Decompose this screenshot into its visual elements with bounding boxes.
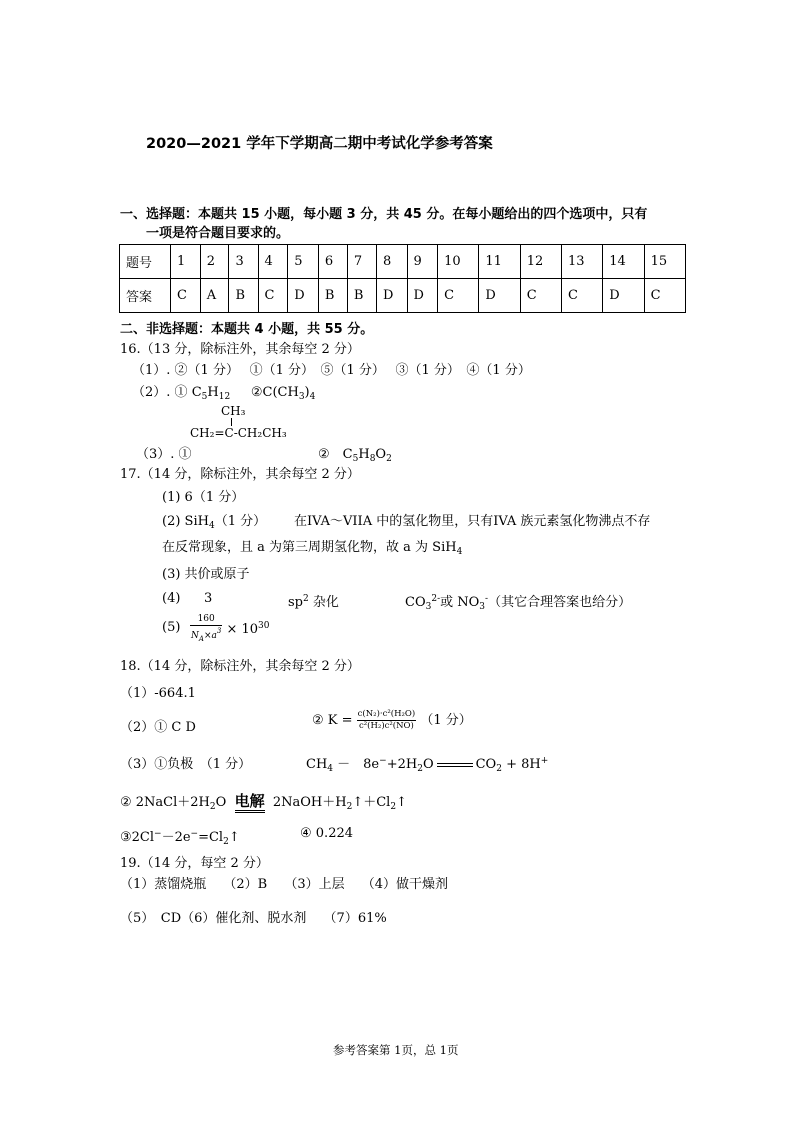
q18-part5-a xyxy=(120,826,240,847)
formula-sub: 2 xyxy=(417,764,423,774)
q18-part3-equation xyxy=(306,753,548,774)
formula-text: =Cl xyxy=(198,830,224,845)
formula-text: ② C xyxy=(318,447,353,462)
formula-sup: − xyxy=(190,829,199,839)
table-cell-number: 12 xyxy=(520,245,561,279)
q19-heading: 19.（14 分，每空 2 分） xyxy=(120,856,269,871)
table-cell-number: 1 xyxy=(171,245,201,279)
q18-part4-equation xyxy=(120,790,407,812)
table-cell-answer: C xyxy=(258,279,288,313)
table-cell-answer: D xyxy=(288,279,319,313)
formula-text: 在反常现象，且 a 为第三周期氢化物，故 a 为 SiH xyxy=(162,540,457,555)
formula-sub: 4 xyxy=(327,764,334,774)
formula-text: ×a xyxy=(203,631,217,641)
table-cell-number: 15 xyxy=(644,245,685,279)
q17-part1: (1) 6（1 分） xyxy=(162,490,245,505)
q17-part2-a xyxy=(162,510,266,531)
formula-sub: 8 xyxy=(369,454,376,464)
fraction xyxy=(190,614,222,645)
formula-sup: + xyxy=(540,756,549,766)
table-cell-answer: D xyxy=(376,279,407,313)
formula-sub: 5 xyxy=(352,454,359,464)
formula-text: ↑ xyxy=(228,830,240,845)
section1-line1: 一、选择题：本题共 15 小题，每小题 3 分，共 45 分。在每小题给出的四个选项中，只有 xyxy=(120,207,648,222)
section2-heading: 二、非选择题：本题共 4 小题，共 55 分。 xyxy=(120,322,374,337)
formula-text: +2H xyxy=(386,757,418,772)
formula-text: 杂化 xyxy=(308,595,339,610)
formula-text: sp xyxy=(288,595,303,610)
formula-text: (2) SiH xyxy=(162,514,209,529)
formula-sup: 2 xyxy=(303,594,309,604)
formula-text: ②C(CH xyxy=(250,385,299,400)
table-answer-label: 答案 xyxy=(120,279,171,313)
structure-methyl-label: CH₃ xyxy=(221,404,246,418)
table-cell-number: 9 xyxy=(407,245,438,279)
fraction-denominator: c²(H₂)c²(NO) xyxy=(359,721,414,731)
table-cell-number: 2 xyxy=(200,245,229,279)
formula-sub: 3 xyxy=(425,602,432,612)
table-cell-answer: D xyxy=(407,279,438,313)
formula-sub: 4 xyxy=(208,521,215,531)
equals-sign xyxy=(437,763,473,767)
formula-sub: 2 xyxy=(223,837,229,847)
fraction-numerator: c(N₂)·c²(H₂O) xyxy=(357,709,416,719)
formula-sup: − xyxy=(154,829,162,839)
q18-part1: （1）-664.1 xyxy=(120,686,196,701)
formula-text: O xyxy=(215,795,227,810)
formula-sub: 2 xyxy=(209,802,216,812)
formula-text: + 8H xyxy=(501,757,541,772)
formula-sub: 2 xyxy=(346,802,353,812)
formula-text: （1 分） xyxy=(420,713,472,728)
table-cell-answer: C xyxy=(561,279,602,313)
q17-part5-label: (5) xyxy=(162,620,181,635)
q16-part2-formula-b xyxy=(251,385,316,400)
formula-text: ↑ xyxy=(396,795,407,810)
formula-text: O xyxy=(375,447,387,462)
formula-sub: 4 xyxy=(456,547,463,557)
table-cell-answer: C xyxy=(438,279,479,313)
formula-text: O xyxy=(422,757,434,772)
formula-text: × 10 xyxy=(226,622,259,637)
q16-part3-formula xyxy=(318,443,392,464)
page-footer: 参考答案第 1页，总 1页 xyxy=(333,1043,459,1057)
q16-part2 xyxy=(132,381,315,402)
formula-text: ② 2NaCl＋2H xyxy=(120,795,210,810)
q17-part4-a: 3 xyxy=(204,591,213,606)
formula-text: N xyxy=(191,631,199,641)
q17-part3: (3) 共价或原子 xyxy=(162,567,250,582)
table-cell-answer: C xyxy=(644,279,685,313)
formula-sub: 12 xyxy=(218,392,231,402)
q18-part2-b xyxy=(312,709,472,732)
formula-text: CH xyxy=(306,757,328,772)
table-cell-answer: B xyxy=(347,279,376,313)
formula-text: C xyxy=(191,385,202,400)
table-header-label: 题号 xyxy=(120,245,171,279)
formula-text: 或 NO xyxy=(440,595,480,610)
table-cell-number: 5 xyxy=(288,245,319,279)
q16-part2-label: （2）. ① xyxy=(132,385,188,400)
page-title: 2020—2021 学年下学期高二期中考试化学参考答案 xyxy=(146,136,493,152)
fraction-numerator: 160 xyxy=(190,614,222,626)
formula-sub: 2 xyxy=(496,764,502,774)
table-cell-number: 8 xyxy=(376,245,407,279)
q17-part2-explanation-cont xyxy=(162,536,462,557)
formula-sub: A xyxy=(198,635,204,643)
table-cell-answer: B xyxy=(229,279,258,313)
electrolysis-condition: 电解 xyxy=(235,792,265,813)
formula-text: －2e xyxy=(161,830,191,845)
formula-sub: 2 xyxy=(390,802,397,812)
formula-text: － 8e xyxy=(333,757,380,772)
structure-bond-line xyxy=(231,418,232,426)
q17-heading: 17.（14 分，除标注外，其余每空 2 分） xyxy=(120,467,360,482)
section1-line2: 一项是符合题目要求的。 xyxy=(146,226,290,241)
answer-table-header-row xyxy=(120,245,686,279)
q16-part1: （1）. ②（1 分） ①（1 分） ⑤（1 分） ③（1 分） ④（1 分） xyxy=(132,363,531,378)
q17-part5-formula xyxy=(190,614,270,645)
table-cell-number: 10 xyxy=(438,245,479,279)
q16-heading: 16.（13 分，除标注外，其余每空 2 分） xyxy=(120,342,360,357)
table-cell-answer: B xyxy=(318,279,347,313)
formula-sub: 4 xyxy=(309,392,316,402)
formula-text: H xyxy=(358,447,370,462)
table-cell-number: 14 xyxy=(603,245,644,279)
table-cell-answer: C xyxy=(171,279,201,313)
q17-part4-c xyxy=(405,591,631,612)
answer-table xyxy=(119,244,686,313)
q16-part3-label: （3）. ① xyxy=(136,447,192,462)
formula-text: CO xyxy=(475,757,497,772)
table-cell-number: 6 xyxy=(318,245,347,279)
formula-text: ) xyxy=(304,385,310,400)
formula-text: ② K = xyxy=(312,713,353,728)
q16-part2-formula-a xyxy=(192,385,230,400)
q18-heading: 18.（14 分，除标注外，其余每空 2 分） xyxy=(120,659,360,674)
formula-sup: 30 xyxy=(258,621,270,631)
q17-part4-label: (4) xyxy=(162,591,181,606)
formula-sup: - xyxy=(485,594,489,604)
fraction xyxy=(357,709,417,732)
q19-part1: （1）蒸馏烧瓶 （2）B （3）上层 （4）做干燥剂 xyxy=(120,877,449,892)
formula-text: （其它合理答案也给分） xyxy=(488,595,632,610)
formula-text: 2NaOH＋H xyxy=(272,795,347,810)
formula-sub: 5 xyxy=(201,392,208,402)
table-cell-answer: D xyxy=(479,279,520,313)
table-cell-number: 3 xyxy=(229,245,258,279)
table-cell-number: 11 xyxy=(479,245,520,279)
formula-sub: 3 xyxy=(479,602,486,612)
q18-part5-b: ④ 0.224 xyxy=(300,826,354,841)
formula-sup: − xyxy=(379,756,387,766)
formula-sup: 3 xyxy=(216,627,222,635)
table-cell-answer: A xyxy=(200,279,229,313)
formula-text: （1 分） xyxy=(214,514,267,529)
formula-sup: 2- xyxy=(431,594,441,604)
table-cell-number: 7 xyxy=(347,245,376,279)
structure-main-chain: CH₂=C-CH₂CH₃ xyxy=(190,426,287,440)
fraction-denominator xyxy=(190,626,222,645)
q18-part2-a: （2）① C D xyxy=(120,720,196,735)
table-cell-number: 4 xyxy=(258,245,288,279)
formula-text: CO xyxy=(405,595,426,610)
formula-text: ↑＋Cl xyxy=(352,795,391,810)
formula-sub: 2 xyxy=(386,454,392,464)
formula-text: H xyxy=(207,385,219,400)
table-cell-answer: C xyxy=(520,279,561,313)
formula-text: ③2Cl xyxy=(120,830,155,845)
q18-part3-a: （3）①负极 （1 分） xyxy=(120,757,252,772)
q17-part4-b xyxy=(288,591,339,610)
q17-part2-explanation: 在IVA～VIIA 中的氢化物里，只有IVA 族元素氢化物沸点不存 xyxy=(294,514,651,529)
table-cell-number: 13 xyxy=(561,245,602,279)
table-cell-answer: D xyxy=(603,279,644,313)
q19-part2: （5） CD（6）催化剂、脱水剂 （7）61% xyxy=(120,911,387,926)
answer-table-answer-row xyxy=(120,279,686,313)
formula-sub: 3 xyxy=(298,392,305,402)
